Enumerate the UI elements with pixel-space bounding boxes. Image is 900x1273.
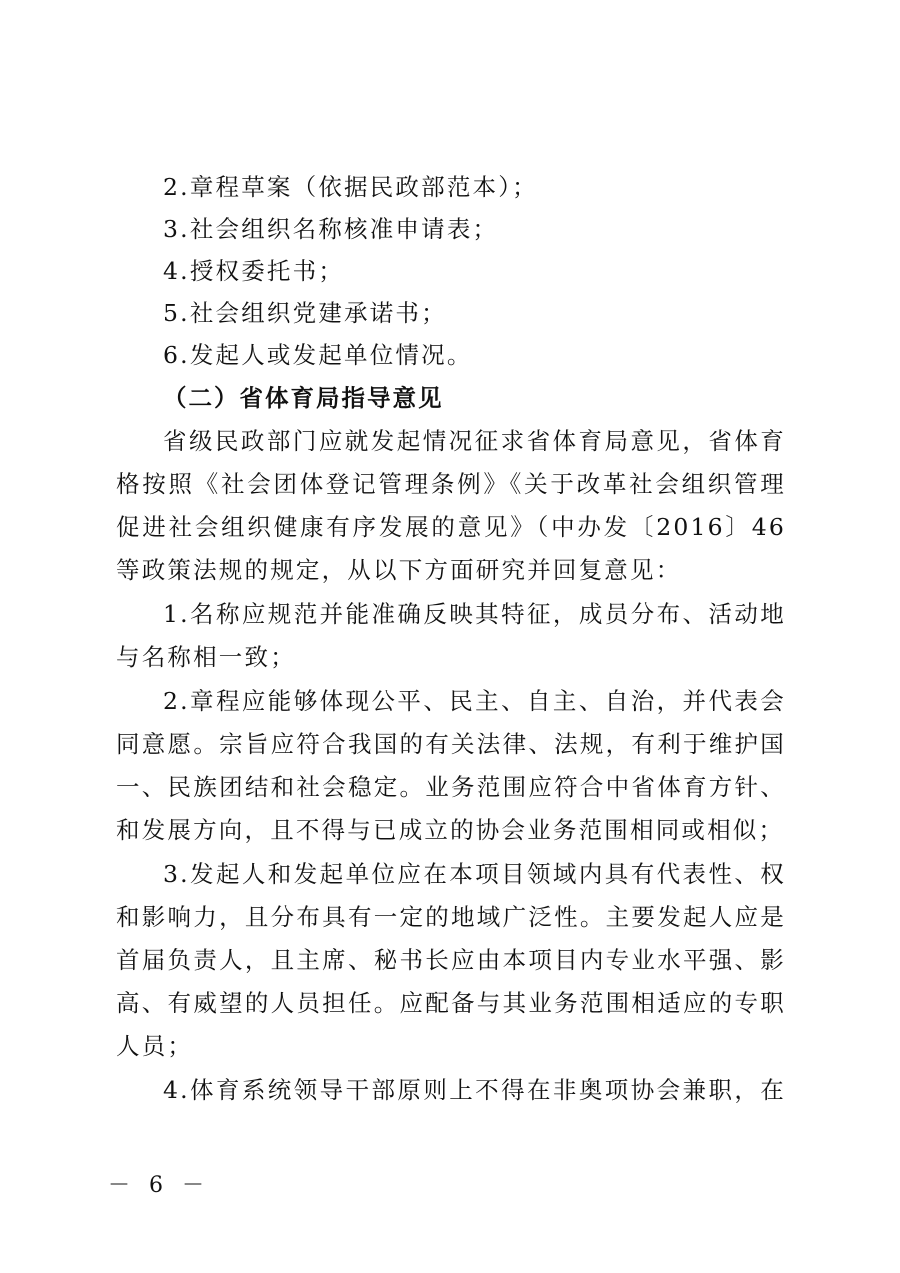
paragraph-line: 同意愿。宗旨应符合我国的有关法律、法规，有利于维护国 — [116, 730, 786, 758]
paragraph-line: 首届负责人，且主席、秘书长应由本项目内专业水平强、影 — [116, 946, 786, 974]
paragraph-line: 和发展方向，且不得与已成立的协会业务范围相同或相似； — [116, 816, 785, 844]
paragraph-line: 和影响力，且分布具有一定的地域广泛性。主要发起人应是 — [116, 903, 786, 931]
page-number: － 6 － — [108, 1173, 210, 1198]
paragraph-line: 与名称相一致； — [116, 643, 296, 671]
paragraph-line: 促进社会组织健康有序发展的意见》（中办发〔2016〕46 — [116, 513, 786, 541]
text-line: 3.社会组织名称核准申请表； — [163, 215, 499, 243]
paragraph-line: 一、民族团结和社会稳定。业务范围应符合中省体育方针、 — [116, 773, 786, 801]
paragraph-line: 高、有威望的人员担任。应配备与其业务范围相适应的专职 — [116, 989, 786, 1017]
paragraph-line: 3.发起人和发起单位应在本项目领域内具有代表性、权 — [163, 860, 786, 888]
paragraph-line: 1.名称应规范并能准确反映其特征，成员分布、活动地 — [163, 600, 786, 628]
text-line: 4.授权委托书； — [163, 257, 345, 285]
paragraph-line: 格按照《社会团体登记管理条例》《关于改革社会组织管理 — [116, 470, 786, 498]
section-heading: （二）省体育局指导意见 — [163, 384, 444, 412]
paragraph-line: 4.体育系统领导干部原则上不得在非奥项协会兼职，在 — [163, 1076, 786, 1104]
text-line: 2.章程草案（依据民政部范本）； — [163, 173, 538, 201]
text-line: 5.社会组织党建承诺书； — [163, 299, 447, 327]
paragraph-line: 人员； — [116, 1032, 194, 1060]
paragraph-line: 2.章程应能够体现公平、民主、自主、自治，并代表会 — [163, 687, 786, 715]
paragraph-line: 省级民政部门应就发起情况征求省体育局意见，省体育 — [163, 427, 786, 455]
paragraph-line: 等政策法规的规定，从以下方面研究并回复意见： — [116, 556, 682, 584]
text-line: 6.发起人或发起单位情况。 — [163, 341, 473, 369]
